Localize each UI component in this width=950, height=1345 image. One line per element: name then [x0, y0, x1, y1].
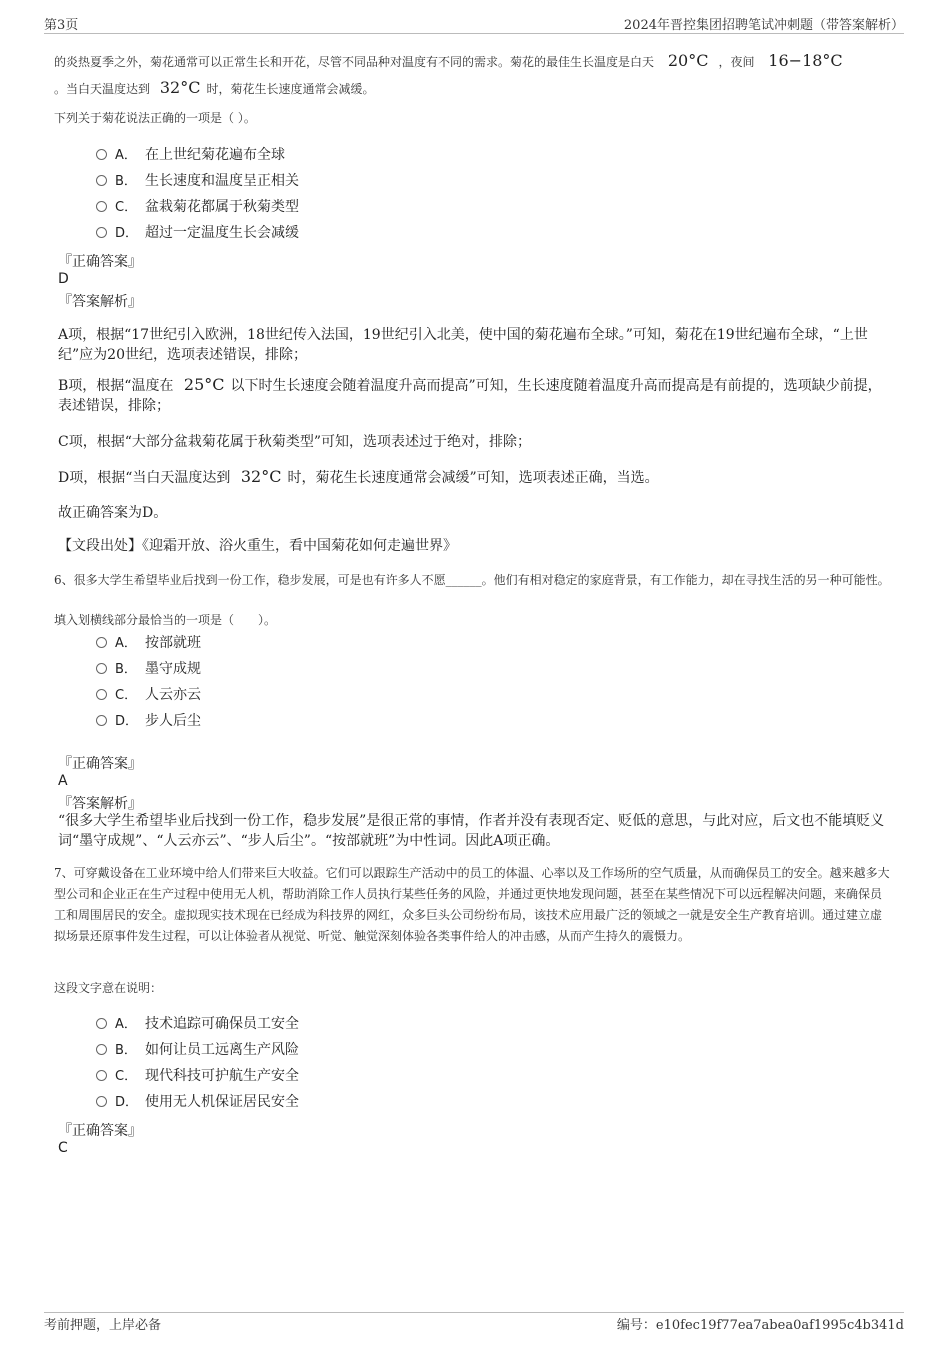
- option-letter: D．: [115, 1095, 139, 1110]
- q5-answer: D: [58, 271, 69, 287]
- q6-answer: A: [58, 773, 68, 789]
- q5-source: 【文段出处】《迎霜开放、浴火重生，看中国菊花如何走遍世界》: [58, 538, 457, 554]
- q5-option-c[interactable]: [96, 197, 299, 217]
- q5-stem: 下列关于菊花说法正确的一项是（ ）。: [54, 111, 256, 125]
- q5-passage-part-a: 的炎热夏季之外，菊花通常可以正常生长和开花，尽管不同品种对温度有不同的需求。菊花的最佳生长温度是白天: [54, 55, 655, 69]
- q7-answer: C: [58, 1140, 68, 1156]
- analysis-d-part2: 时，菊花生长速度通常会减缓”可知，选项表述正确，当选。: [287, 470, 659, 486]
- option-text: 生长速度和温度呈正相关: [145, 173, 299, 189]
- q7-answer-label: 『正确答案』: [58, 1123, 142, 1139]
- analysis-b-part2: 以下时生长速度会随着温度升高而提高”可知，生长速度随着温度升高而提高是有前提的，选项缺少前提，表述错误，排除；: [58, 378, 882, 414]
- option-letter: B．: [115, 1043, 137, 1058]
- q7-option-a[interactable]: [96, 1014, 299, 1034]
- option-letter: C．: [115, 200, 138, 215]
- option-letter: D．: [115, 714, 139, 729]
- footer-divider: [44, 1312, 904, 1313]
- q5-analysis-label: 『答案解析』: [58, 294, 142, 310]
- q7-passage: 7、可穿戴设备在工业环境中给人们带来巨大收益。它们可以跟踪生产活动中的员工的体温、心率以及工作场所的空气质量，从而确保员工的安全。越来越多大型公司和企业正在生产过程中使用无人机，帮助消除工作人员执行某些任务的风险，并通过更快地发现问题，甚至在某些情况下可以远程解决问题，来确保员工和周围居民的安全。虚拟现实技术现在已经成为科技界的网红，众多巨头公司纷纷布局，该技术应用最广泛的领域之一就是安全生产教育培训。通过建立虚拟场景还原事件发生过程，可以让体验者从视觉、听觉、触觉深刻体验各类事件给人的冲击感，从而产生持久的震慑力。: [54, 866, 890, 943]
- footer-code: 编号：e10fec19f77ea7abea0af1995c4b341d: [616, 1318, 904, 1333]
- analysis-d-part1: D项，根据“当白天温度达到: [58, 470, 231, 486]
- q5-temp-limit: 32°C: [159, 78, 201, 97]
- q6-option-a[interactable]: [96, 633, 201, 653]
- option-text: 盆栽菊花都属于秋菊类型: [145, 199, 299, 215]
- q6-option-b[interactable]: [96, 659, 201, 679]
- radio-icon[interactable]: [96, 149, 107, 160]
- radio-icon[interactable]: [96, 689, 107, 700]
- page-number: 第3页: [44, 18, 79, 33]
- option-text: 现代科技可护航生产安全: [145, 1068, 299, 1084]
- radio-icon[interactable]: [96, 663, 107, 674]
- radio-icon[interactable]: [96, 1044, 107, 1055]
- option-text: 人云亦云: [145, 687, 201, 703]
- option-text: 超过一定温度生长会减缓: [145, 225, 299, 241]
- option-text: 如何让员工远离生产风险: [145, 1042, 299, 1058]
- q5-conclusion: 故正确答案为D。: [58, 505, 168, 521]
- q5-passage-part-d: 时，菊花生长速度通常会减缓。: [206, 82, 375, 96]
- q6-analysis-label: 『答案解析』: [58, 796, 142, 812]
- q5-temp-day: 20°C: [667, 51, 709, 70]
- option-letter: C．: [115, 688, 138, 703]
- q7-option-b[interactable]: [96, 1040, 299, 1060]
- q5-temp-night: 16−18°C: [768, 51, 843, 70]
- q6-stem: 填入划横线部分最恰当的一项是（ ）。: [54, 613, 277, 627]
- q6-option-c[interactable]: [96, 685, 201, 705]
- q6-answer-label: 『正确答案』: [58, 756, 142, 772]
- radio-icon[interactable]: [96, 637, 107, 648]
- option-text: 步人后尘: [145, 713, 201, 729]
- option-letter: A．: [115, 636, 137, 651]
- q5-option-b[interactable]: [96, 171, 299, 191]
- option-letter: A．: [115, 148, 137, 163]
- option-letter: B．: [115, 662, 137, 677]
- q5-analysis-c: C项，根据“大部分盆栽菊花属于秋菊类型”可知，选项表述过于绝对，排除；: [58, 434, 532, 450]
- option-text: 按部就班: [145, 635, 201, 651]
- q5-analysis-d: [58, 467, 888, 488]
- q5-passage-part-c: 。当白天温度达到: [54, 82, 151, 96]
- q5-analysis-a: A项，根据“17世纪引入欧洲，18世纪传入法国，19世纪引入北美，使中国的菊花遍布全球。”可知，菊花在19世纪遍布全球，“上世纪”应为20世纪，选项表述错误，排除；: [58, 327, 868, 363]
- analysis-b-part1: B项，根据“温度在: [58, 378, 174, 394]
- q7-option-c[interactable]: [96, 1066, 299, 1086]
- radio-icon[interactable]: [96, 1096, 107, 1107]
- radio-icon[interactable]: [96, 201, 107, 212]
- q7-stem: 这段文字意在说明：: [54, 981, 163, 995]
- analysis-d-temp: 32°C: [240, 467, 282, 486]
- header-divider: [44, 33, 904, 34]
- q7-option-d[interactable]: [96, 1092, 299, 1112]
- q5-option-d[interactable]: [96, 223, 299, 243]
- option-text: 墨守成规: [145, 661, 201, 677]
- analysis-b-temp: 25°C: [183, 375, 225, 394]
- q6-passage: 6、很多大学生希望毕业后找到一份工作，稳步发展，可是也有许多人不愿______。他们有相对稳定的家庭背景，有工作能力，却在寻找生活的另一种可能性。: [54, 573, 890, 587]
- option-text: 在上世纪菊花遍布全球: [145, 147, 285, 163]
- option-letter: B．: [115, 174, 137, 189]
- q5-answer-label: 『正确答案』: [58, 254, 142, 270]
- radio-icon[interactable]: [96, 715, 107, 726]
- q5-analysis-b: [58, 375, 888, 416]
- option-text: 技术追踪可确保员工安全: [145, 1016, 299, 1032]
- q6-option-d[interactable]: [96, 711, 201, 731]
- radio-icon[interactable]: [96, 1070, 107, 1081]
- radio-icon[interactable]: [96, 1018, 107, 1029]
- footer-slogan: 考前押题，上岸必备: [44, 1318, 162, 1333]
- document-title: 2024年晋控集团招聘笔试冲刺题（带答案解析）: [623, 18, 904, 33]
- radio-icon[interactable]: [96, 175, 107, 186]
- radio-icon[interactable]: [96, 227, 107, 238]
- option-letter: A．: [115, 1017, 137, 1032]
- option-letter: D．: [115, 226, 139, 241]
- q5-option-a[interactable]: [96, 145, 285, 165]
- option-text: 使用无人机保证居民安全: [145, 1094, 299, 1110]
- q6-analysis: “很多大学生希望毕业后找到一份工作，稳步发展”是很正常的事情，作者并没有表现否定、贬低的意思，与此对应，后文也不能填贬义词“墨守成规”、“人云亦云”、“步人后尘”。“按部就班”为中性词。因此A项正确。: [58, 813, 885, 849]
- q5-passage: [54, 48, 890, 102]
- page-header: [0, 0, 950, 34]
- option-letter: C．: [115, 1069, 138, 1084]
- q5-passage-part-b: ，夜间: [718, 55, 755, 69]
